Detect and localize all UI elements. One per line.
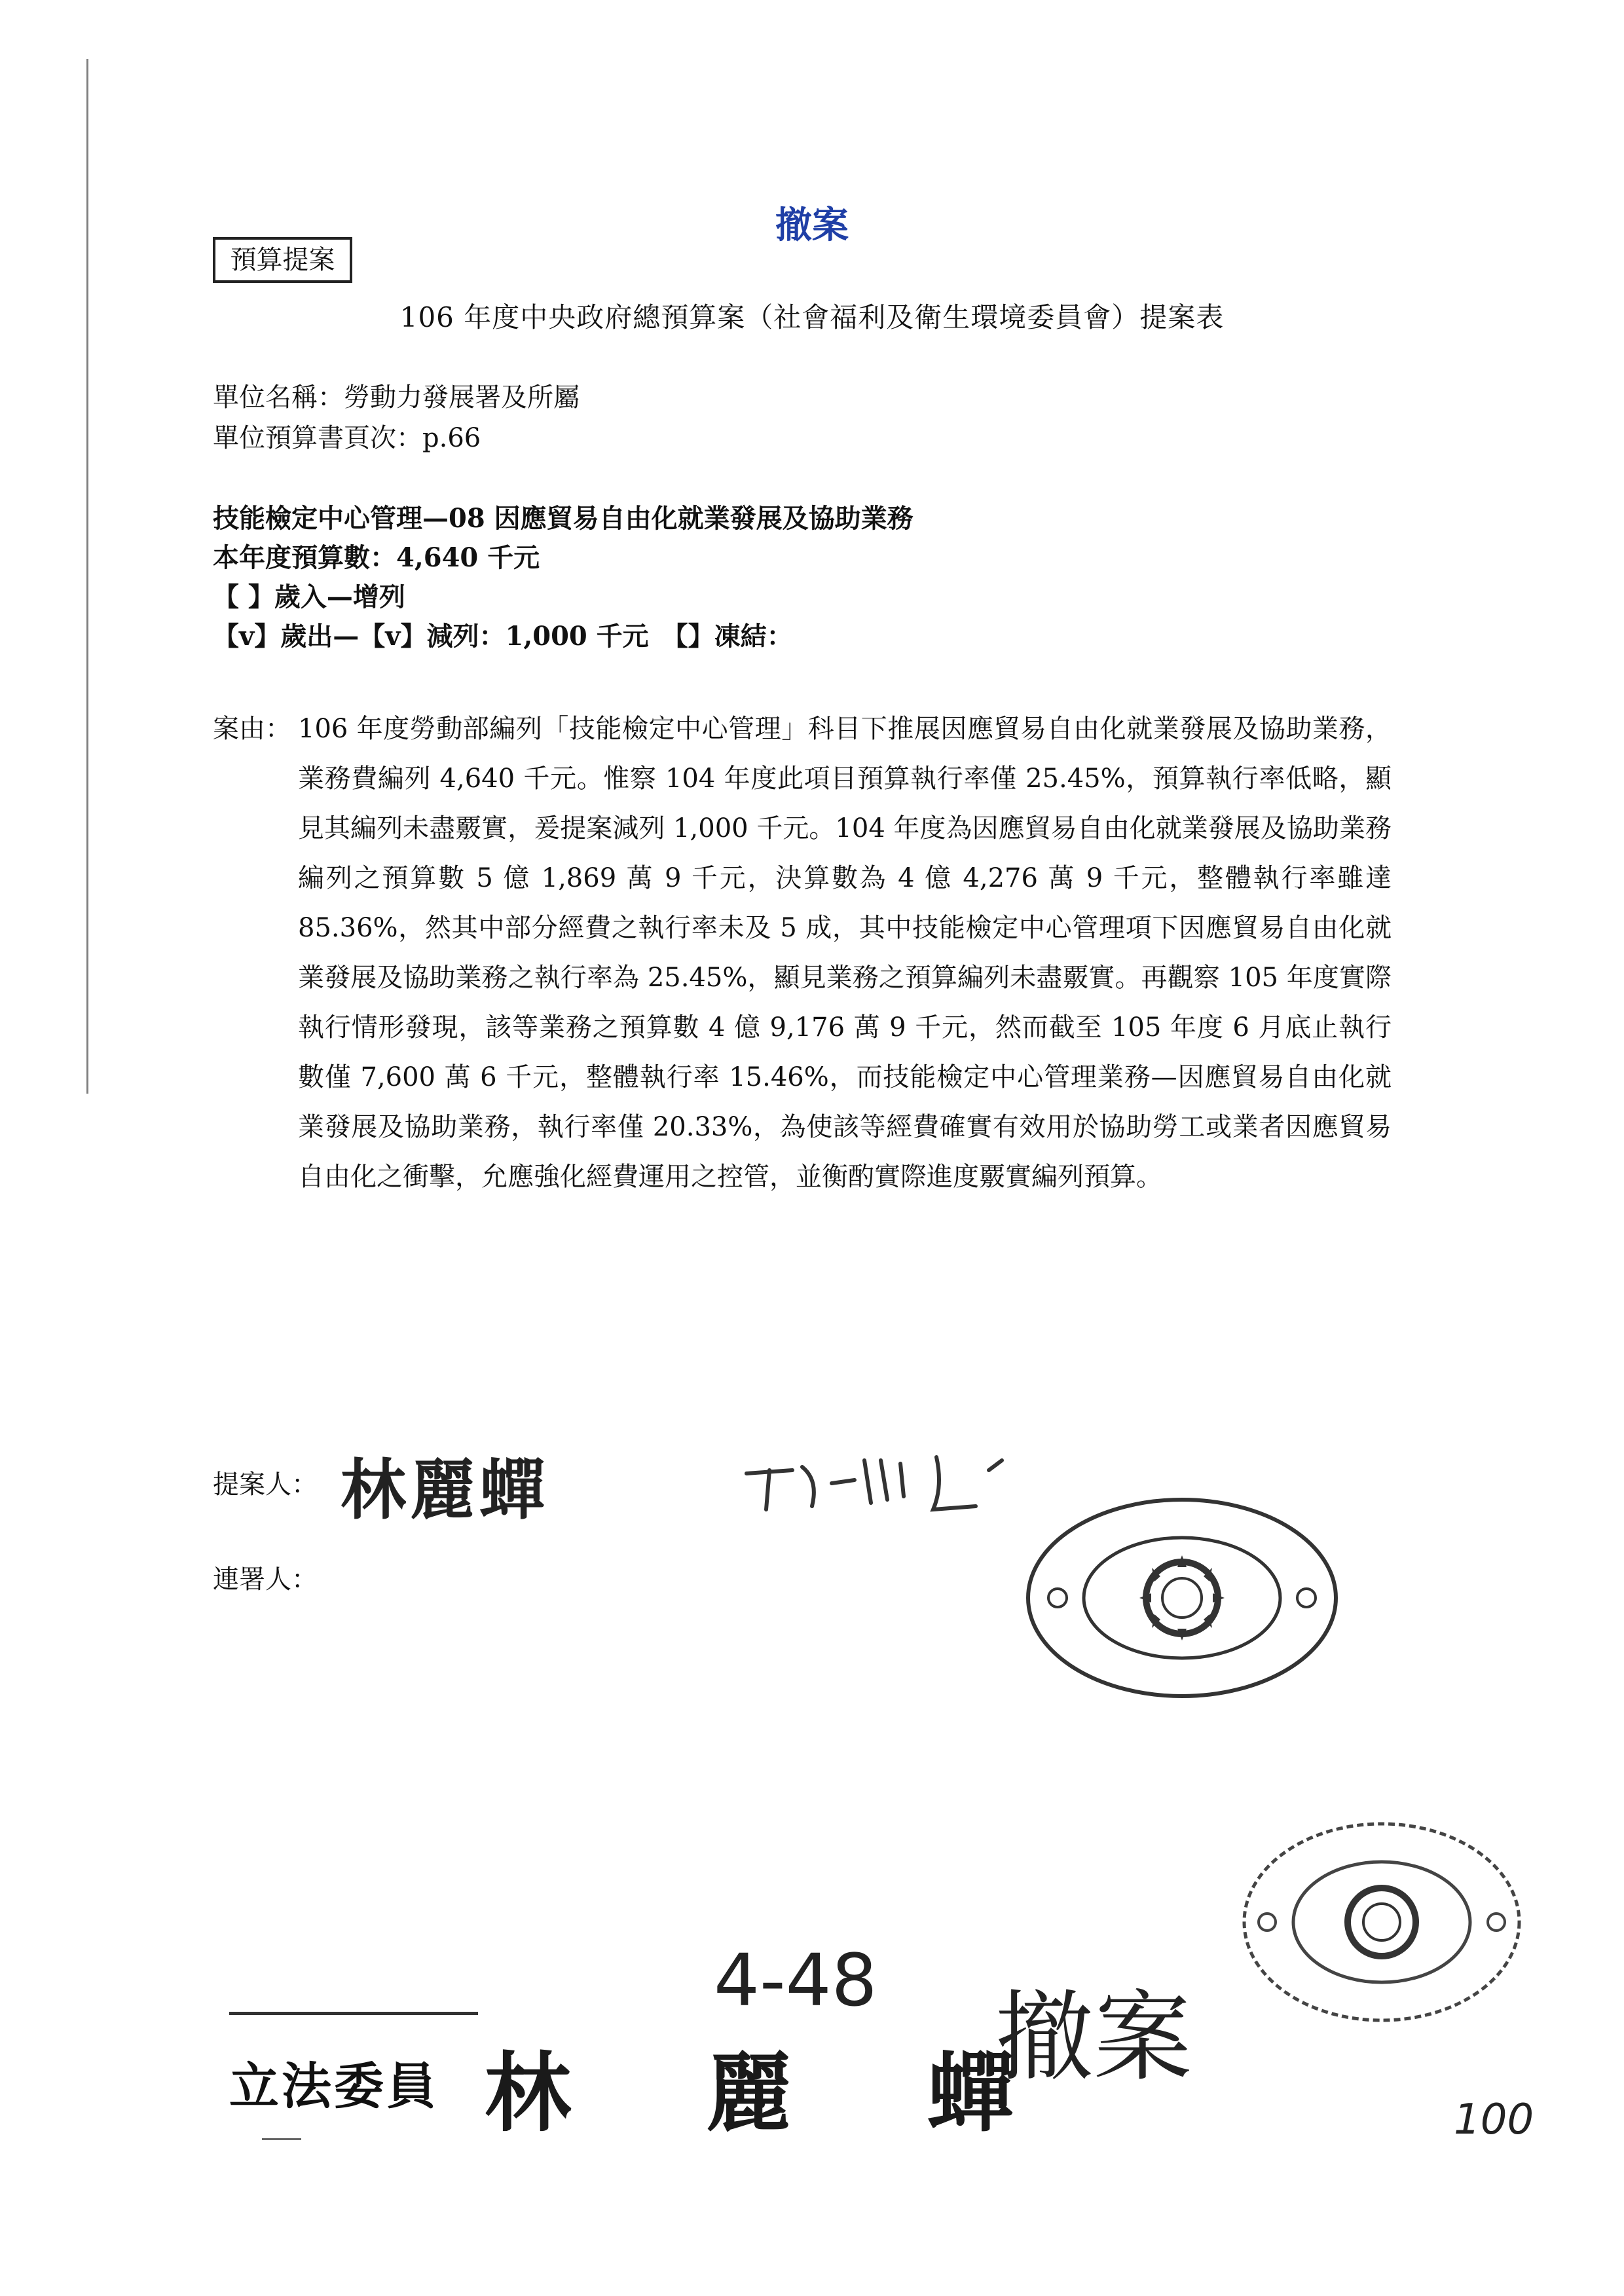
budget-line: 本年度預算數：4,640 千元 xyxy=(213,542,540,573)
reason-label: 案由： xyxy=(213,714,291,744)
proposer-signature: 林麗蟬 xyxy=(341,1452,549,1528)
program-line: 技能檢定中心管理—08 因應貿易自由化就業發展及協助業務 xyxy=(213,503,913,534)
expense-line: 【v】歲出—【v】減列：1,000 千元 【】凍結： xyxy=(213,621,793,652)
footer-underline xyxy=(262,2138,301,2140)
unit-page: 單位預算書頁次：p.66 xyxy=(213,423,481,453)
footer-title: 立法委員 xyxy=(229,2057,439,2115)
handwritten-withdraw: 撤案 xyxy=(995,1981,1192,2095)
legislative-seal-1 xyxy=(1022,1490,1342,1706)
cosigner-signature-scribble xyxy=(740,1447,1041,1519)
footer-name: 林 麗 蟬 xyxy=(485,2043,1066,2144)
proposer-label: 提案人： xyxy=(213,1470,318,1500)
handwritten-page-number: 100 xyxy=(1454,2096,1534,2144)
reason-block xyxy=(213,704,1392,1202)
unit-name: 單位名稱：勞動力發展署及所屬 xyxy=(213,382,580,413)
revenue-line: 【 】歲入—增列 xyxy=(213,582,405,612)
handwritten-case-number: 4-48 xyxy=(714,1938,877,2022)
form-title: 106 年度中央政府總預算案（社會福利及衛生環境委員會）提案表 xyxy=(399,301,1225,333)
cosigner-label: 連署人： xyxy=(213,1565,318,1595)
reason-text: 106 年度勞動部編列「技能檢定中心管理」科目下推展因應貿易自由化就業發展及協助業務，業務費編列 4,640 千元。惟察 104 年度此項目預算執行率僅 25.45%，預算執行率低略，顯見其編列未盡覈實，爰提案減列 1,000 千元。104 年度為因應貿易自由化就業發展及協助業務編列之預算數 5 億 1,869 萬 9 千元，決算數為 4 億 4,276 萬 9 千元，整體執行率雖達 85.36%，然其中部分經費之執行率未及 5 成，其中技能檢定中心管理項下因應貿易自由化就業發展及協助業務之執行率為 25.45%，顯見業務之預算編列未盡覈實。再觀察 105 年度實際執行情形發現，該等業務之預算數 4 億 9,176 萬 9 千元，然而截至 105 年度 6 月底止執行數僅 7,600 萬 6 千元，整體執行率 15.46%，而技能檢定中心管理業務—因應貿易自由化就業發展及協助業務，執行率僅 20.33%，為使該等經費確實有效用於協助勞工或業者因應貿易自由化之衝擊，允應強化經費運用之控管，並衡酌實際進度覈實編列預算。 xyxy=(298,714,1392,1192)
budget-proposal-tag: 預算提案 xyxy=(213,237,352,283)
footer-rule xyxy=(229,2012,478,2015)
withdrawn-stamp: 撤案 xyxy=(775,204,849,247)
legislative-seal-2 xyxy=(1238,1814,1526,2030)
